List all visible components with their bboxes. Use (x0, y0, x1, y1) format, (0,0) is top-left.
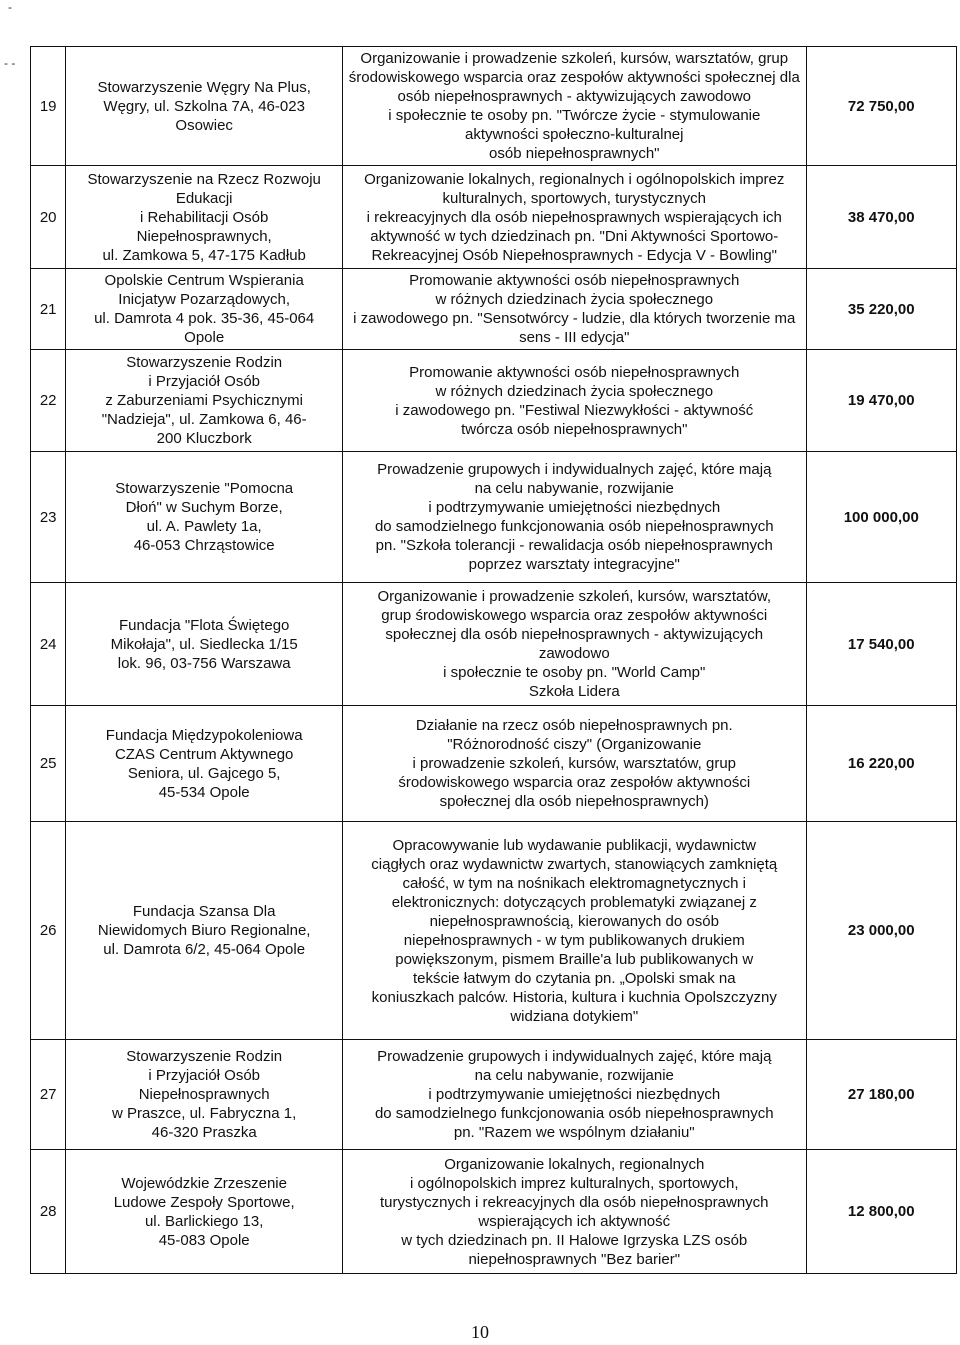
task-description-line: turystycznych i rekreacyjnych dla osób niepełnosprawnych (380, 1193, 769, 1211)
grant-amount: 12 800,00 (806, 1150, 956, 1274)
table-row (31, 350, 957, 452)
task-description-line: tekście łatwym do czytania pn. „Opolski smak na (412, 969, 736, 987)
task-description-line: Prowadzenie grupowych i indywidualnych zajęć, które mają (377, 461, 772, 478)
organization-line: Ludowe Zespoły Sportowe, (113, 1193, 295, 1211)
organization-cell (66, 47, 343, 166)
row-number: 28 (31, 1150, 66, 1274)
task-description-line: niepełnosprawnych "Bez barier" (468, 1250, 681, 1268)
table-row (31, 452, 957, 583)
row-number: 21 (31, 269, 66, 350)
task-description-line: ciągłych oraz wydawnictw zwartych, stanowiących zamkniętą (371, 855, 778, 873)
task-description-line: aktywność w tych dziedzinach pn. "Dni Aktywności Sportowo- (370, 227, 779, 245)
row-number: 23 (31, 452, 66, 583)
task-description-line: w tych dziedzinach pn. II Halowe Igrzyska LZS osób (401, 1231, 748, 1249)
task-description-line: osób niepełnosprawnych" (489, 145, 660, 162)
organization-cell (66, 166, 343, 269)
organization-line: ul. A. Pawlety 1a, (146, 518, 262, 535)
organization-line: Niewidomych Biuro Regionalne, (97, 922, 311, 939)
task-description-cell (343, 166, 807, 269)
table-row (31, 47, 957, 166)
grant-amount: 17 540,00 (806, 583, 956, 706)
organization-line: Niepełnosprawnych, (136, 227, 272, 245)
task-description-line: niepełnosprawnych - w tym publikowanych drukiem (403, 931, 745, 949)
task-description-line: i rekreacyjnych dla osób niepełnosprawnych wspierających ich (366, 208, 782, 226)
task-description-line: społecznej dla osób niepełnosprawnych - aktywizujących (385, 626, 764, 643)
task-description-line: twórcza osób niepełnosprawnych" (461, 420, 688, 438)
task-description-line: Organizowanie lokalnych, regionalnych (444, 1155, 705, 1173)
task-description-line: i podtrzymywanie umiejętności niezbędnych (428, 499, 721, 516)
task-description-line: sens - III edycja" (519, 329, 630, 346)
grant-amount: 100 000,00 (806, 452, 956, 583)
organization-line: ul. Damrota 4 pok. 35-36, 45-064 (94, 310, 315, 327)
row-number: 26 (31, 822, 66, 1040)
task-description-cell (343, 47, 807, 166)
task-description-line: wspierających ich aktywność (478, 1212, 671, 1230)
organization-line: Inicjatyw Pozarządowych, (118, 291, 291, 308)
organization-line: Dłoń" w Suchym Borze, (125, 499, 283, 516)
task-description-line: osób niepełnosprawnych - aktywizujących zawodowo (397, 88, 752, 105)
margin-mark: - - (4, 56, 16, 70)
task-description-line: na celu nabywanie, rozwijanie (474, 480, 674, 497)
task-description-line: Organizowanie i prowadzenie szkoleń, kursów, warsztatów, (377, 588, 772, 605)
task-description-line: i prowadzenie szkoleń, kursów, warsztatów, grup (412, 755, 737, 772)
organization-cell (66, 822, 343, 1040)
row-number: 27 (31, 1040, 66, 1150)
task-description-line: grup środowiskowego wsparcia oraz zespołów aktywności (381, 607, 768, 624)
row-number: 19 (31, 47, 66, 166)
row-number: 24 (31, 583, 66, 706)
task-description-line: widziana dotykiem" (510, 1007, 639, 1025)
task-description-line: środowiskowego wsparcia oraz zespołów aktywności społecznej dla (348, 69, 800, 86)
task-description-cell (343, 1150, 807, 1274)
organization-line: 200 Kluczbork (156, 430, 252, 447)
grant-amount: 16 220,00 (806, 706, 956, 822)
task-description-cell (343, 452, 807, 583)
organization-line: ul. Barlickiego 13, (144, 1212, 264, 1230)
organization-line: Opole (184, 329, 225, 346)
organization-line: Stowarzyszenie "Pomocna (115, 480, 294, 497)
task-description-cell (343, 583, 807, 706)
task-description-line: Działanie na rzecz osób niepełnosprawnych pn. (415, 717, 733, 734)
organization-cell (66, 452, 343, 583)
task-description-line: poprzez warsztaty integracyjne" (468, 556, 680, 573)
organization-line: ul. Zamkowa 5, 47-175 Kadłub (102, 246, 306, 264)
organization-line: Edukacji (175, 189, 233, 207)
task-description-line: powiększonym, pismem Braille'a lub publikowanych w (395, 950, 754, 968)
task-description-line: w różnych dziedzinach życia społecznego (435, 291, 714, 308)
task-description-line: "Różnorodność ciszy" (Organizowanie (447, 736, 702, 753)
corner-mark: - (8, 0, 12, 14)
grant-amount: 38 470,00 (806, 166, 956, 269)
task-description-line: Organizowanie i prowadzenie szkoleń, kursów, warsztatów, grup (360, 50, 789, 67)
task-description-line: Rekreacyjnej Osób Niepełnosprawnych - Edycja V - Bowling" (371, 246, 778, 264)
task-description-cell (343, 1040, 807, 1150)
organization-line: "Nadzieja", ul. Zamkowa 6, 46- (101, 411, 307, 428)
task-description-line: do samodzielnego funkcjonowania osób niepełnosprawnych (374, 1105, 774, 1122)
task-description-line: koniuszkach palców. Historia, kultura i kuchnia Opolszczyzny (371, 988, 777, 1006)
organization-line: CZAS Centrum Aktywnego (114, 745, 294, 763)
task-description-line: aktywności społeczno-kulturalnej (465, 126, 684, 143)
task-description-line: niepełnosprawnością, kierowanych do osób (429, 912, 719, 930)
task-description-cell (343, 350, 807, 452)
organization-line: Wojewódzkie Zrzeszenie (121, 1174, 287, 1192)
grant-amount: 23 000,00 (806, 822, 956, 1040)
organization-line: Fundacja Międzypokoleniowa (105, 726, 303, 744)
table-row (31, 706, 957, 822)
organization-line: Niepełnosprawnych (138, 1086, 270, 1103)
table-row (31, 822, 957, 1040)
task-description-line: i społecznie te osoby pn. "Twórcze życie - stymulowanie (388, 107, 761, 124)
grant-amount: 19 470,00 (806, 350, 956, 452)
table-row (31, 269, 957, 350)
organization-cell (66, 706, 343, 822)
page-number: 10 (471, 1322, 489, 1342)
organization-line: Stowarzyszenie Węgry Na Plus, (97, 78, 311, 96)
row-number: 22 (31, 350, 66, 452)
organization-line: lok. 96, 03-756 Warszawa (117, 654, 291, 672)
organization-line: w Praszce, ul. Fabryczna 1, (112, 1105, 297, 1122)
row-number: 20 (31, 166, 66, 269)
organization-cell (66, 1150, 343, 1274)
task-description-line: i ogólnopolskich imprez kulturalnych, sportowych, (410, 1174, 739, 1192)
table-row (31, 1150, 957, 1274)
task-description-line: Opracowywanie lub wydawanie publikacji, wydawnictw (392, 836, 757, 854)
task-description-line: do samodzielnego funkcjonowania osób niepełnosprawnych (374, 518, 774, 535)
row-number: 25 (31, 706, 66, 822)
organization-line: Fundacja Szansa Dla (132, 903, 276, 920)
task-description-line: całość, w tym na nośnikach elektromagnetycznych i (402, 874, 746, 892)
task-description-line: Prowadzenie grupowych i indywidualnych zajęć, które mają (377, 1048, 772, 1065)
organization-cell (66, 1040, 343, 1150)
organization-line: 45-083 Opole (158, 1231, 250, 1249)
grant-amount: 27 180,00 (806, 1040, 956, 1150)
task-description-line: zawodowo (538, 645, 610, 662)
task-description-line: społecznej dla osób niepełnosprawnych) (439, 793, 709, 810)
task-description-line: kulturalnych, sportowych, turystycznych (442, 189, 706, 207)
organization-line: Węgry, ul. Szkolna 7A, 46-023 (103, 97, 305, 115)
organization-line: i Przyjaciół Osób (148, 1067, 261, 1084)
organization-cell (66, 269, 343, 350)
organization-line: 46-320 Praszka (151, 1124, 257, 1141)
task-description-line: i zawodowego pn. "Sensotwórcy - ludzie, dla których tworzenie ma (353, 310, 796, 327)
organization-line: Seniora, ul. Gajcego 5, (127, 764, 281, 782)
task-description-line: i podtrzymywanie umiejętności niezbędnych (428, 1086, 721, 1103)
task-description-cell (343, 822, 807, 1040)
organization-line: Opolskie Centrum Wspierania (104, 272, 304, 289)
task-description-line: Organizowanie lokalnych, regionalnych i ogólnopolskich imprez (364, 170, 785, 188)
task-description-line: na celu nabywanie, rozwijanie (474, 1067, 674, 1084)
task-description-line: Promowanie aktywności osób niepełnosprawnych (409, 363, 740, 381)
organization-line: i Rehabilitacji Osób (139, 208, 269, 226)
grants-table-body (31, 47, 957, 1274)
table-row (31, 1040, 957, 1150)
grants-table (30, 46, 957, 1274)
task-description-line: w różnych dziedzinach życia społecznego (435, 382, 714, 400)
organization-line: Stowarzyszenie Rodzin (126, 1048, 283, 1065)
task-description-cell (343, 269, 807, 350)
organization-cell (66, 350, 343, 452)
task-description-line: i zawodowego pn. "Festiwal Niezwykłości - aktywność (395, 401, 754, 419)
organization-cell (66, 583, 343, 706)
task-description-line: środowiskowego wsparcia oraz zespołów aktywności (398, 774, 751, 791)
task-description-line: elektronicznych: dotyczących problematyki związanej z (391, 893, 757, 911)
organization-line: 45-534 Opole (158, 783, 250, 801)
task-description-line: pn. "Razem we wspólnym działaniu" (453, 1124, 695, 1141)
grant-amount: 35 220,00 (806, 269, 956, 350)
task-description-line: Promowanie aktywności osób niepełnosprawnych (409, 272, 740, 289)
organization-line: z Zaburzeniami Psychicznymi (105, 392, 303, 409)
table-row (31, 166, 957, 269)
organization-line: ul. Damrota 6/2, 45-064 Opole (103, 941, 306, 958)
task-description-cell (343, 706, 807, 822)
table-row (31, 583, 957, 706)
task-description-line: Szkoła Lidera (528, 683, 620, 700)
grant-amount: 72 750,00 (806, 47, 956, 166)
organization-line: Fundacja "Flota Świętego (118, 616, 290, 634)
organization-line: Mikołaja", ul. Siedlecka 1/15 (110, 635, 298, 653)
organization-line: Stowarzyszenie na Rzecz Rozwoju (87, 170, 321, 188)
organization-line: 46-053 Chrząstowice (133, 537, 275, 554)
task-description-line: pn. "Szkoła tolerancji - rewalidacja osób niepełnosprawnych (375, 537, 773, 554)
organization-line: Osowiec (175, 116, 233, 134)
organization-line: Stowarzyszenie Rodzin (126, 354, 283, 371)
organization-line: i Przyjaciół Osób (148, 373, 261, 390)
task-description-line: i społecznie te osoby pn. "World Camp" (443, 664, 706, 681)
